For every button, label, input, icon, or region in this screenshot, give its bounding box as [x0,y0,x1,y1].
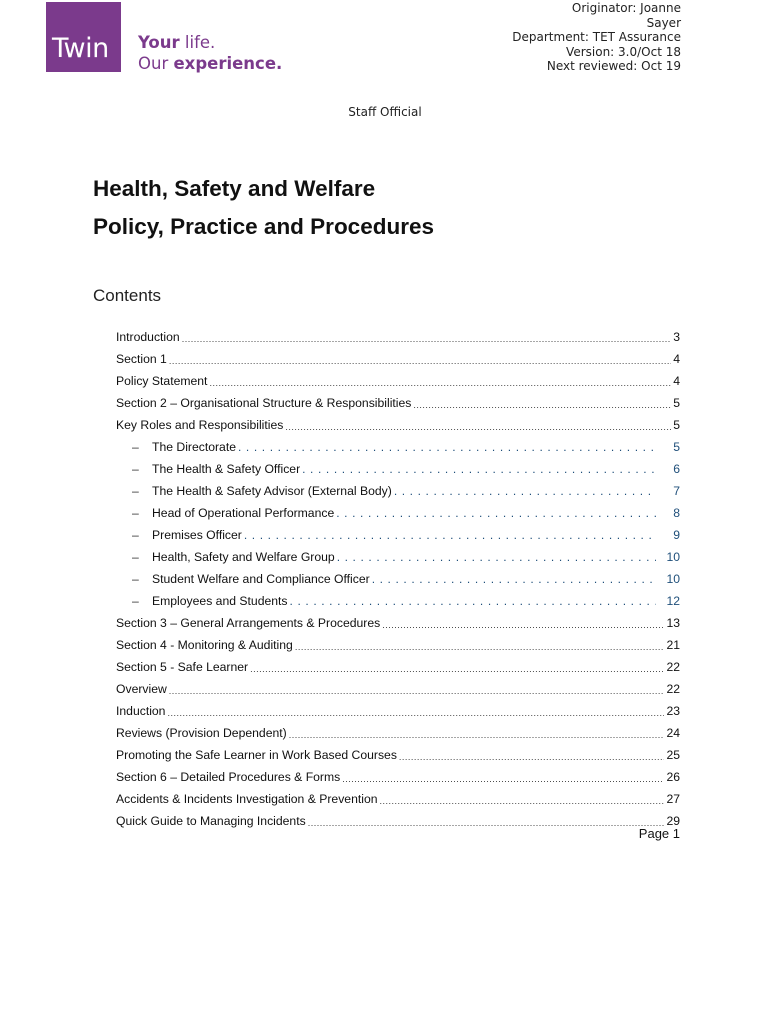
toc-dot-leader [167,708,664,718]
toc-entry[interactable] [116,392,680,414]
toc-entry[interactable] [116,656,680,678]
toc-dot-leader [169,356,671,366]
toc-entry-label: Induction [116,704,166,718]
toc-subentry[interactable] [116,568,680,590]
tagline-your: Your [138,33,180,52]
toc-dot-leader [380,796,665,806]
toc-entry[interactable] [116,370,680,392]
tagline-our: Our [138,54,169,73]
toc-bullet: – [132,594,139,608]
toc-dot-leader [308,818,665,828]
toc-entry-label: Section 1 [116,352,167,366]
toc-entry-label: Section 3 – General Arrangements & Procedures [116,616,381,630]
toc-entry-page: 4 [673,374,680,388]
toc-entry-label: Introduction [116,330,180,344]
toc-entry-page: 25 [666,748,680,762]
toc-dot-leader [169,686,665,696]
toc-subentry[interactable] [116,546,680,568]
toc-dot-leader [289,730,665,740]
toc-entry[interactable] [116,634,680,656]
toc-dot-leader [336,506,656,520]
toc-entry-label: The Directorate [152,440,236,454]
toc-entry-page: 27 [666,792,680,806]
toc-entry-page: 23 [666,704,680,718]
toc-entry-label: The Health & Safety Advisor (External Body) [152,484,392,498]
toc-entry[interactable] [116,348,680,370]
toc-entry[interactable] [116,700,680,722]
toc-entry-page: 22 [666,682,680,696]
toc-entry-page: 26 [666,770,680,784]
meta-version: Version: 3.0/Oct 18 [566,44,681,59]
toc-subentry[interactable] [116,436,680,458]
toc-entry-label: Quick Guide to Managing Incidents [116,814,306,828]
brand-tagline [138,32,282,74]
toc-dot-leader [238,440,656,454]
toc-entry-label: Accidents & Incidents Investigation & Prevention [116,792,378,806]
logo-wordmark: Twin [52,33,109,64]
toc-subentry[interactable] [116,502,680,524]
tagline-experience: experience. [173,54,283,73]
toc-bullet: – [132,550,139,564]
toc-entry[interactable] [116,766,680,788]
toc-subentry[interactable] [116,590,680,612]
toc-entry-page: 13 [666,616,680,630]
toc-entry[interactable] [116,678,680,700]
twin-logo [46,2,121,72]
toc-dot-leader [285,422,671,432]
meta-next-reviewed: Next reviewed: Oct 19 [546,59,681,74]
toc-entry[interactable] [116,744,680,766]
toc-dot-leader [394,484,656,498]
toc-subentry[interactable] [116,524,680,546]
toc-entry-label: Overview [116,682,167,696]
toc-bullet: – [132,572,139,586]
document-title [93,170,434,246]
toc-dot-leader [182,334,672,344]
page-number: Page 1 [638,826,680,841]
toc-bullet: – [132,506,139,520]
toc-entry-label: Section 6 – Detailed Procedures & Forms [116,770,341,784]
toc-entry-page: 5 [673,396,680,410]
toc-entry-label: Key Roles and Responsibilities [116,418,284,432]
toc-entry-page: 8 [673,506,680,520]
classification-label: Staff Official [348,105,422,119]
title-line-2: Policy, Practice and Procedures [93,214,434,239]
table-of-contents [116,326,680,832]
toc-dot-leader [382,620,664,630]
toc-dot-leader [372,572,656,586]
toc-entry[interactable] [116,788,680,810]
contents-heading: Contents [93,286,162,305]
toc-dot-leader [342,774,664,784]
meta-originator: Originator: Joanne [571,1,681,15]
tagline-line-2 [138,53,282,74]
meta-originator-cont: Sayer [646,15,681,30]
toc-entry-label: Section 5 - Safe Learner [116,660,249,674]
toc-bullet: – [132,462,139,476]
toc-entry-page: 29 [666,814,680,828]
toc-subentry[interactable] [116,458,680,480]
toc-dot-leader [290,594,656,608]
toc-entry[interactable] [116,722,680,744]
toc-entry-page: 9 [673,528,680,542]
toc-entry-page: 12 [666,594,680,608]
toc-entry-label: Section 4 - Monitoring & Auditing [116,638,293,652]
meta-department: Department: TET Assurance [512,30,681,45]
toc-entry-label: The Health & Safety Officer [152,462,301,476]
toc-entry-label: Policy Statement [116,374,208,388]
toc-entry-page: 3 [673,330,680,344]
toc-entry[interactable] [116,414,680,436]
toc-dot-leader [209,378,671,388]
title-line-1: Health, Safety and Welfare [93,176,376,201]
toc-bullet: – [132,528,139,542]
toc-dot-leader [244,528,656,542]
tagline-line-1 [138,32,282,53]
toc-entry-label: Employees and Students [152,594,288,608]
toc-dot-leader [302,462,656,476]
toc-entry[interactable] [116,612,680,634]
toc-entry-label: Premises Officer [152,528,242,542]
toc-entry-label: Student Welfare and Compliance Officer [152,572,370,586]
toc-entry-page: 22 [666,660,680,674]
toc-entry-page: 21 [666,638,680,652]
toc-dot-leader [337,550,656,564]
toc-entry-page: 7 [673,484,680,498]
toc-dot-leader [413,400,671,410]
toc-dot-leader [295,642,665,652]
toc-bullet: – [132,440,139,454]
toc-entry-page: 5 [673,418,680,432]
toc-entry-label: Health, Safety and Welfare Group [152,550,335,564]
toc-entry-label: Promoting the Safe Learner in Work Based Courses [116,748,397,762]
toc-entry-page: 5 [673,440,680,454]
toc-dot-leader [399,752,665,762]
toc-entry-label: Reviews (Provision Dependent) [116,726,287,740]
toc-entry-page: 10 [666,572,680,586]
document-metadata [481,1,681,74]
tagline-life: life. [184,33,216,52]
toc-entry-label: Section 2 – Organisational Structure & Responsibilities [116,396,412,410]
toc-bullet: – [132,484,139,498]
toc-subentry[interactable] [116,480,680,502]
toc-entry[interactable] [116,810,680,832]
toc-dot-leader [250,664,664,674]
toc-entry-label: Head of Operational Performance [152,506,335,520]
toc-entry-page: 6 [673,462,680,476]
toc-entry-page: 10 [666,550,680,564]
toc-entry[interactable] [116,326,680,348]
toc-entry-page: 4 [673,352,680,366]
toc-entry-page: 24 [666,726,680,740]
